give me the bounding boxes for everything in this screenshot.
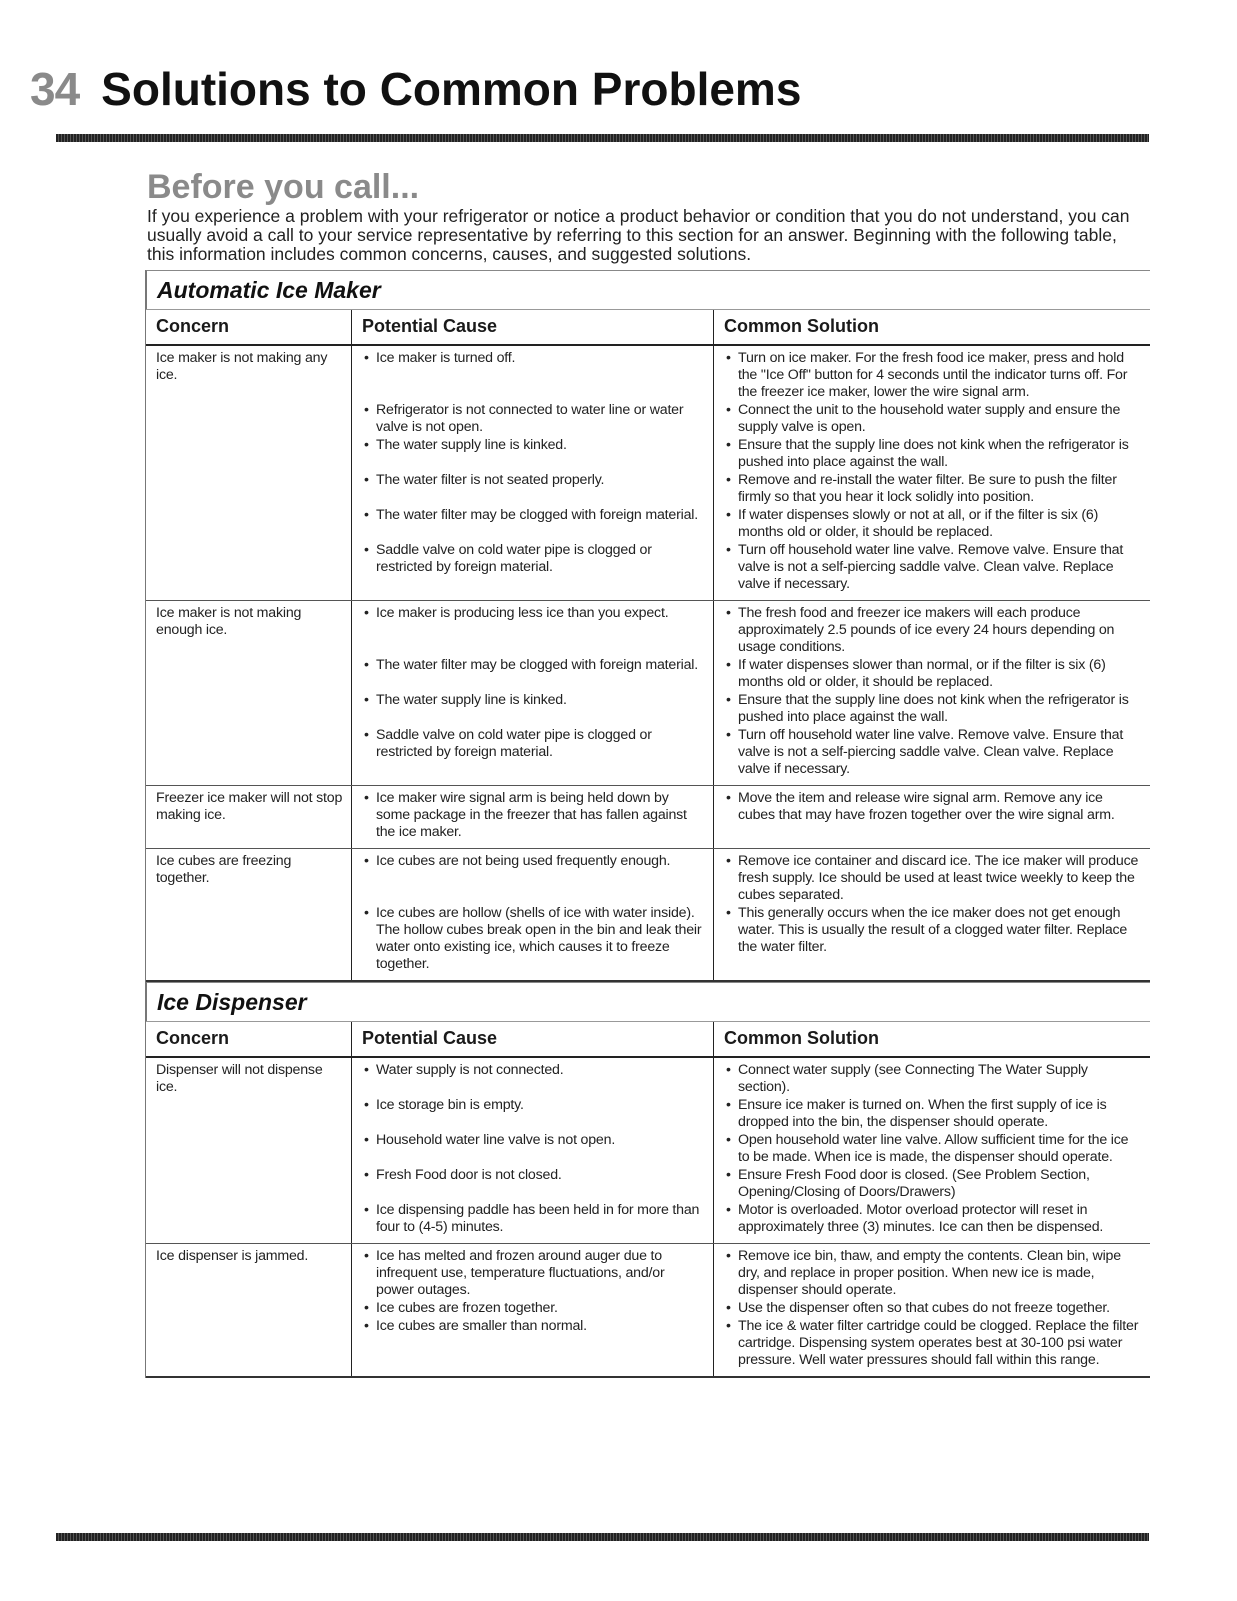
table-row <box>146 346 1150 601</box>
solution-cell <box>713 601 1151 785</box>
solution-item: • The ice & water filter cartridge could be clogged. Replace the filter cartridge. Dispensing system operates best at 30-100 psi water pressure. Well water pressures should fall within this range. <box>724 1318 1143 1369</box>
cause-item: • Refrigerator is not connected to water line or water valve is not open. <box>362 402 705 436</box>
solution-item: • Ensure that the supply line does not kink when the refrigerator is pushed into place against the wall. <box>724 437 1143 471</box>
solution-cell <box>713 1058 1151 1243</box>
concern-cell: Ice cubes are freezing together. <box>156 853 292 886</box>
concern-cell: Dispenser will not dispense ice. <box>156 1062 323 1095</box>
header-concern: Concern <box>156 1028 230 1048</box>
cause-item: • The water supply line is kinked. <box>362 437 705 471</box>
solution-item: • Remove ice bin, thaw, and empty the contents. Clean bin, wipe dry, and replace in proper position. When new ice is made, dispenser should operate. <box>724 1248 1143 1299</box>
table-row <box>146 1058 1150 1244</box>
solution-item: • Turn on ice maker. For the fresh food ice maker, press and hold the "Ice Off" button for 4 seconds until the indicator turns off. For the freezer ice maker, lower the wire signal arm. <box>724 350 1143 401</box>
header-concern: Concern <box>156 316 230 336</box>
solution-cell <box>713 1244 1151 1376</box>
cause-cell <box>351 601 713 785</box>
cause-item: • Ice cubes are not being used frequently enough. <box>362 853 705 904</box>
table-block <box>145 270 1150 982</box>
solution-item: • Turn off household water line valve. Remove valve. Ensure that valve is not a self-piercing saddle valve. Clean valve. Replace valve if necessary. <box>724 727 1143 778</box>
table-title: Automatic Ice Maker <box>146 270 1150 309</box>
cause-item: • Ice maker is turned off. <box>362 350 705 401</box>
solution-item: • Ensure that the supply line does not kink when the refrigerator is pushed into place against the wall. <box>724 692 1143 726</box>
table-block <box>145 982 1150 1378</box>
cause-item: • Ice maker wire signal arm is being held down by some package in the freezer that has fallen against the ice maker. <box>362 790 705 841</box>
page-title: Solutions to Common Problems <box>101 63 802 115</box>
solution-item: • If water dispenses slowly or not at all, or if the filter is six (6) months old or older, it should be replaced. <box>724 507 1143 541</box>
solution-item: • Open household water line valve. Allow sufficient time for the ice to be made. When ice is made, the dispenser should operate. <box>724 1132 1143 1166</box>
cause-item: • The water supply line is kinked. <box>362 692 705 726</box>
concern-cell: Ice maker is not making any ice. <box>156 350 328 383</box>
table-header-row <box>146 1021 1150 1058</box>
solution-item: • Connect water supply (see Connecting The Water Supply section). <box>724 1062 1143 1096</box>
page-number: 34 <box>30 63 80 115</box>
cause-item: • Water supply is not connected. <box>362 1062 705 1096</box>
cause-item: • Saddle valve on cold water pipe is clogged or restricted by foreign material. <box>362 542 705 593</box>
header-cause: Potential Cause <box>351 1022 713 1056</box>
solution-cell <box>713 849 1151 980</box>
cause-item: • Ice dispensing paddle has been held in for more than four to (4-5) minutes. <box>362 1202 705 1236</box>
solution-item: • This generally occurs when the ice maker does not get enough water. This is usually the result of a clogged water filter. Replace the water filter. <box>724 905 1143 973</box>
table-row <box>146 601 1150 786</box>
cause-item: • Ice maker is producing less ice than you expect. <box>362 605 705 656</box>
cause-item: • Household water line valve is not open. <box>362 1132 705 1166</box>
section-heading: Before you call... <box>147 168 420 206</box>
troubleshooting-tables <box>145 270 1150 1378</box>
intro-paragraph: If you experience a problem with your refrigerator or notice a product behavior or condition that you do not understand, you can usually avoid a call to your service representative by referring to this section for an answer. Beginning with the following table, this information includes common concerns, causes, and suggested solutions. <box>147 206 1130 264</box>
solution-item: • The fresh food and freezer ice makers will each produce approximately 2.5 pounds of ice every 24 hours depending on usage conditions. <box>724 605 1143 656</box>
concern-cell: Ice dispenser is jammed. <box>156 1248 309 1264</box>
solution-item: • Motor is overloaded. Motor overload protector will reset in approximately three (3) minutes. Ice can then be dispensed. <box>724 1202 1143 1236</box>
cause-cell <box>351 849 713 980</box>
concern-cell: Ice maker is not making enough ice. <box>156 605 302 638</box>
cause-item: • The water filter may be clogged with foreign material. <box>362 507 705 541</box>
solution-item: • If water dispenses slower than normal, or if the filter is six (6) months old or older, it should be replaced. <box>724 657 1143 691</box>
cause-cell <box>351 786 713 848</box>
cause-item: • The water filter is not seated properly. <box>362 472 705 506</box>
cause-cell <box>351 1244 713 1376</box>
cause-item: • Ice has melted and frozen around auger due to infrequent use, temperature fluctuations, and/or power outages. <box>362 1248 705 1299</box>
header-solution: Common Solution <box>713 1022 1151 1056</box>
table-title: Ice Dispenser <box>146 982 1150 1021</box>
cause-item: • Ice storage bin is empty. <box>362 1097 705 1131</box>
cause-item: • Ice cubes are hollow (shells of ice with water inside). The hollow cubes break open in the bin and leak their water onto existing ice, which causes it to freeze together. <box>362 905 705 973</box>
solution-cell <box>713 346 1151 600</box>
solution-item: • Use the dispenser often so that cubes do not freeze together. <box>724 1300 1143 1317</box>
page-header <box>30 62 801 116</box>
cause-item: • Fresh Food door is not closed. <box>362 1167 705 1201</box>
solution-item: • Ensure Fresh Food door is closed. (See Problem Section, Opening/Closing of Doors/Drawers) <box>724 1167 1143 1201</box>
table-row <box>146 849 1150 982</box>
solution-item: • Ensure ice maker is turned on. When the first supply of ice is dropped into the bin, the dispenser should operate. <box>724 1097 1143 1131</box>
cause-item: • Ice cubes are frozen together. <box>362 1300 705 1317</box>
top-rule <box>56 134 1149 142</box>
concern-cell: Freezer ice maker will not stop making ice. <box>156 790 343 823</box>
solution-item: • Remove and re-install the water filter. Be sure to push the filter firmly so that you hear it lock solidly into position. <box>724 472 1143 506</box>
cause-item: • Saddle valve on cold water pipe is clogged or restricted by foreign material. <box>362 727 705 778</box>
table-row <box>146 1244 1150 1378</box>
table-row <box>146 786 1150 849</box>
cause-item: • Ice cubes are smaller than normal. <box>362 1318 705 1369</box>
cause-cell <box>351 1058 713 1243</box>
solution-item: • Connect the unit to the household water supply and ensure the supply valve is open. <box>724 402 1143 436</box>
solution-item: • Move the item and release wire signal arm. Remove any ice cubes that may have frozen together over the wire signal arm. <box>724 790 1143 841</box>
header-cause: Potential Cause <box>351 310 713 344</box>
solution-item: • Turn off household water line valve. Remove valve. Ensure that valve is not a self-piercing saddle valve. Clean valve. Replace valve if necessary. <box>724 542 1143 593</box>
table-header-row <box>146 309 1150 346</box>
solution-cell <box>713 786 1151 848</box>
header-solution: Common Solution <box>713 310 1151 344</box>
cause-cell <box>351 346 713 600</box>
cause-item: • The water filter may be clogged with foreign material. <box>362 657 705 691</box>
bottom-rule <box>56 1533 1149 1541</box>
solution-item: • Remove ice container and discard ice. The ice maker will produce fresh supply. Ice should be used at least twice weekly to keep the cubes separated. <box>724 853 1143 904</box>
